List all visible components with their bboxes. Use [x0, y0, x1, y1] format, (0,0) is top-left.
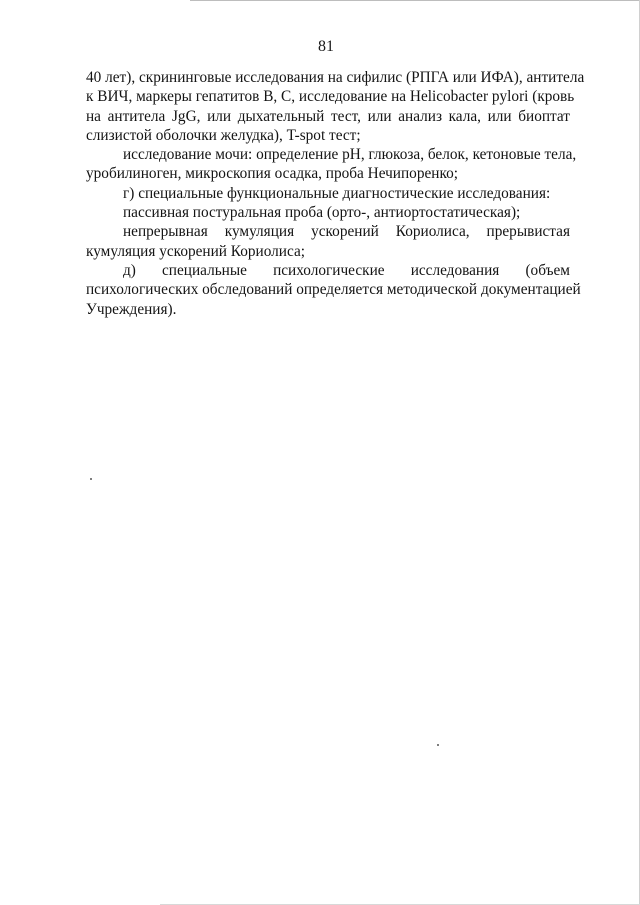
scan-speck: [437, 744, 439, 746]
scan-speck: [90, 478, 92, 480]
text-line: 40 лет), скрининговые исследования на сифилис (РПГА или ИФА), антитела: [86, 69, 585, 86]
text-line: непрерывная кумуляция ускорений Кориолиса, прерывистая: [123, 223, 570, 241]
text-line: кумуляция ускорений Кориолиса;: [86, 242, 305, 260]
page-number: 81: [318, 38, 334, 55]
scan-edge-top: [190, 0, 640, 1]
text-line: уробилиноген, микроскопия осадка, проба Нечипоренко;: [86, 165, 459, 183]
text-line: к ВИЧ, маркеры гепатитов В, С, исследование на Helicobacter pylori (кровь: [86, 88, 575, 106]
text-line: слизистой оболочки желудка), T-spot тест;: [86, 126, 361, 144]
text-line: г) специальные функциональные диагностические исследования:: [123, 184, 551, 202]
text-line: психологических обследований определяется методической документацией: [86, 281, 581, 299]
document-body: [86, 68, 585, 319]
text-line: Учреждения).: [86, 300, 177, 318]
text-line: исследование мочи: определение рН, глюкоза, белок, кетоновые тела,: [123, 146, 577, 164]
text-line: пассивная постуральная проба (орто-, антиортостатическая);: [123, 204, 521, 222]
text-line: д) специальные психологические исследования (объем: [123, 261, 570, 279]
text-line: на антитела JgG, или дыхательный тест, или анализ кала, или биоптат: [86, 107, 570, 125]
